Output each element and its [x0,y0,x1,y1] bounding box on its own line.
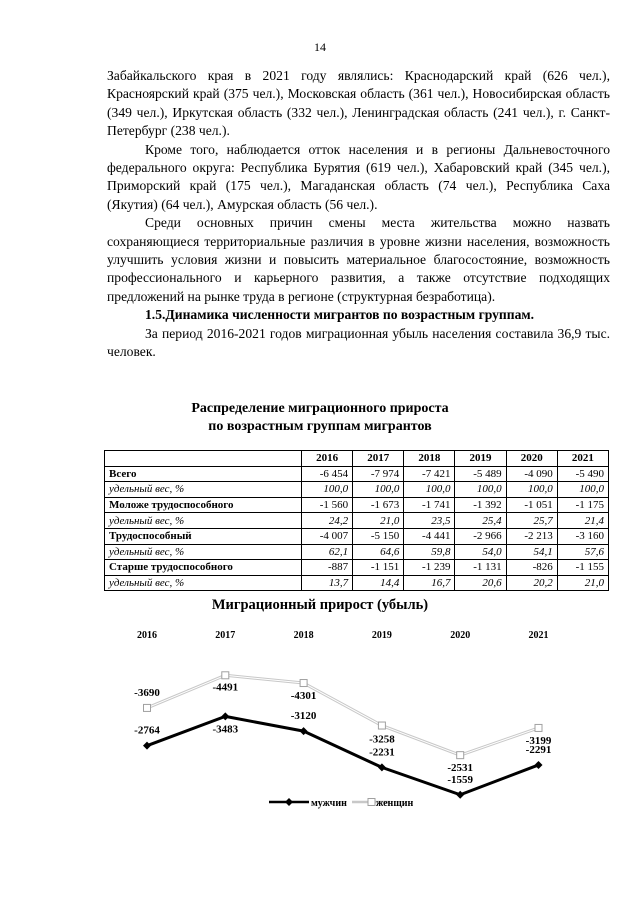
table-cell: -1 392 [455,497,506,513]
table-row [105,497,609,513]
table-cell: -2 213 [506,528,557,544]
data-point-women [222,672,229,679]
table-cell: -6 454 [302,466,353,482]
table-title [0,400,640,436]
table-cell: -7 974 [353,466,404,482]
table-cell: 20,2 [506,575,557,591]
x-tick-label: 2017 [215,630,236,641]
table-cell: 100,0 [353,482,404,498]
table-row-label: удельный вес, % [105,544,302,560]
chart-title: Миграционный прирост (убыль) [211,597,429,613]
table-cell: -4 090 [506,466,557,482]
data-point-men [535,761,543,769]
table-cell: -5 489 [455,466,506,482]
data-label-women: -4301 [290,690,317,703]
table-header-year: 2019 [455,451,506,467]
x-tick-label: 2019 [371,630,392,641]
table-row [105,466,609,482]
table-cell: -1 175 [557,497,608,513]
table-cell: -1 131 [455,560,506,576]
table-cell: 13,7 [302,575,353,591]
table-header-empty [105,451,302,467]
data-point-men [456,791,464,799]
migration-age-table [104,450,609,591]
table-row [105,482,609,498]
table-header-year: 2021 [557,451,608,467]
paragraph-regions: Забайкальского края в 2021 году являлись: Краснодарский край (626 чел.), Красноярский край (375 чел.), Московская область (361 чел.), Новосибирская область (349 чел.), Иркутская область (332 чел.), Ленинградская область (241 чел.), г. Санкт-Петербург (238 чел.). [107,68,610,139]
x-tick-label: 2016 [137,630,157,641]
table-row-label: Моложе трудоспособного [105,497,302,513]
table-row-label: Трудоспособный [105,528,302,544]
table-header-year: 2018 [404,451,455,467]
data-point-men [221,712,229,720]
table-cell: 21,0 [557,575,608,591]
series-line-women-inner [147,675,539,755]
table-cell: 24,2 [302,513,353,529]
table-cell: -1 560 [302,497,353,513]
table-cell: 54,0 [455,544,506,560]
table-header-row [105,451,609,467]
table-cell: 57,6 [557,544,608,560]
data-point-women [378,722,385,729]
legend-marker-men [285,798,293,806]
data-label-women: -2531 [447,762,474,775]
data-label-men: -2764 [134,724,160,737]
table-header-year: 2016 [302,451,353,467]
data-label-women: -3199 [525,734,552,747]
table-cell: -1 051 [506,497,557,513]
table-cell: 25,7 [506,513,557,529]
table-header-year: 2020 [506,451,557,467]
data-label-men: -2231 [369,746,395,759]
data-point-women [144,704,151,711]
data-point-women [300,680,307,687]
table-title-line2: по возрастным группам мигрантов [208,419,432,434]
legend-label-women: женщин [376,798,414,809]
table-cell: 100,0 [404,482,455,498]
table-cell: -2 966 [455,528,506,544]
paragraph-far-east: Кроме того, наблюдается отток населения и в регионы Дальневосточного федерального округа: Республика Бурятия (619 чел.), Хабаровский край (345 чел.), Приморский край (175 чел.), Магаданская область (74 чел.), Республика Саха (Якутия) (64 чел.), Амурская область (56 чел.). [107,141,610,212]
table-cell: 64,6 [353,544,404,560]
table-row [105,575,609,591]
page-number: 14 [314,40,326,54]
table-row-label: удельный вес, % [105,482,302,498]
table-body [105,466,609,591]
data-label-men: -3120 [290,710,317,723]
table-cell: -826 [506,560,557,576]
x-tick-label: 2021 [528,630,549,641]
table-cell: -4 441 [404,528,455,544]
series-line-women [147,675,539,755]
x-tick-label: 2018 [293,630,314,641]
body-text [107,67,610,362]
data-point-men [143,742,151,750]
table-row [105,544,609,560]
paragraph-reasons: Среди основных причин смены места жительства можно назвать сохраняющиеся территориальные различия в уровне жизни населения, возможность улучшить условия жизни и повысить материальное благосостояние, возможность профессионального и карьерного развития, а также отсутствие подходящих предложений на рынке труда в регионе (структурная безработица). [107,215,610,304]
data-point-women [457,752,464,759]
table-cell: 16,7 [404,575,455,591]
data-label-women: -3258 [369,733,395,746]
table-row-label: удельный вес, % [105,575,302,591]
table-cell: 14,4 [353,575,404,591]
data-label-women: -4491 [212,681,239,694]
table-cell: -1 151 [353,560,404,576]
table-header-year: 2017 [353,451,404,467]
table-cell: -1 673 [353,497,404,513]
table-cell: -3 160 [557,528,608,544]
table-cell: 20,6 [455,575,506,591]
data-label-men: -1559 [447,773,474,786]
table-cell: 23,5 [404,513,455,529]
table-cell: -1 155 [557,560,608,576]
table-cell: -5 490 [557,466,608,482]
legend-label-men: мужчин [311,798,347,809]
table-cell: 21,4 [557,513,608,529]
legend-marker-women [368,799,375,806]
table-cell: -1 741 [404,497,455,513]
table-row-label: Всего [105,466,302,482]
table-row [105,528,609,544]
table-cell: -1 239 [404,560,455,576]
table-row-label: удельный вес, % [105,513,302,529]
table-cell: 21,0 [353,513,404,529]
table-cell: 100,0 [557,482,608,498]
paragraph-section-intro: За период 2016-2021 годов миграционная убыль населения составила 36,9 тыс. человек. [107,325,610,360]
migration-line-chart [0,622,640,822]
table-row [105,513,609,529]
table-cell: 100,0 [302,482,353,498]
table-cell: 62,1 [302,544,353,560]
data-point-women [535,724,542,731]
table-cell: -5 150 [353,528,404,544]
data-label-men: -3483 [212,723,239,736]
table-title-line1: Распределение миграционного прироста [191,401,449,416]
table-row-label: Старше трудоспособного [105,560,302,576]
table-row [105,560,609,576]
table-cell: -7 421 [404,466,455,482]
table-cell: -4 007 [302,528,353,544]
table-cell: 25,4 [455,513,506,529]
table-cell: 100,0 [506,482,557,498]
data-label-men: -2291 [525,743,552,756]
table-cell: 59,8 [404,544,455,560]
table-cell: 100,0 [455,482,506,498]
table-cell: 54,1 [506,544,557,560]
section-heading: 1.5.Динамика численности мигрантов по возрастным группам. [145,307,535,323]
series-line-men [147,716,539,794]
x-tick-label: 2020 [450,630,471,641]
data-label-women: -3690 [134,686,160,699]
table-cell: -887 [302,560,353,576]
